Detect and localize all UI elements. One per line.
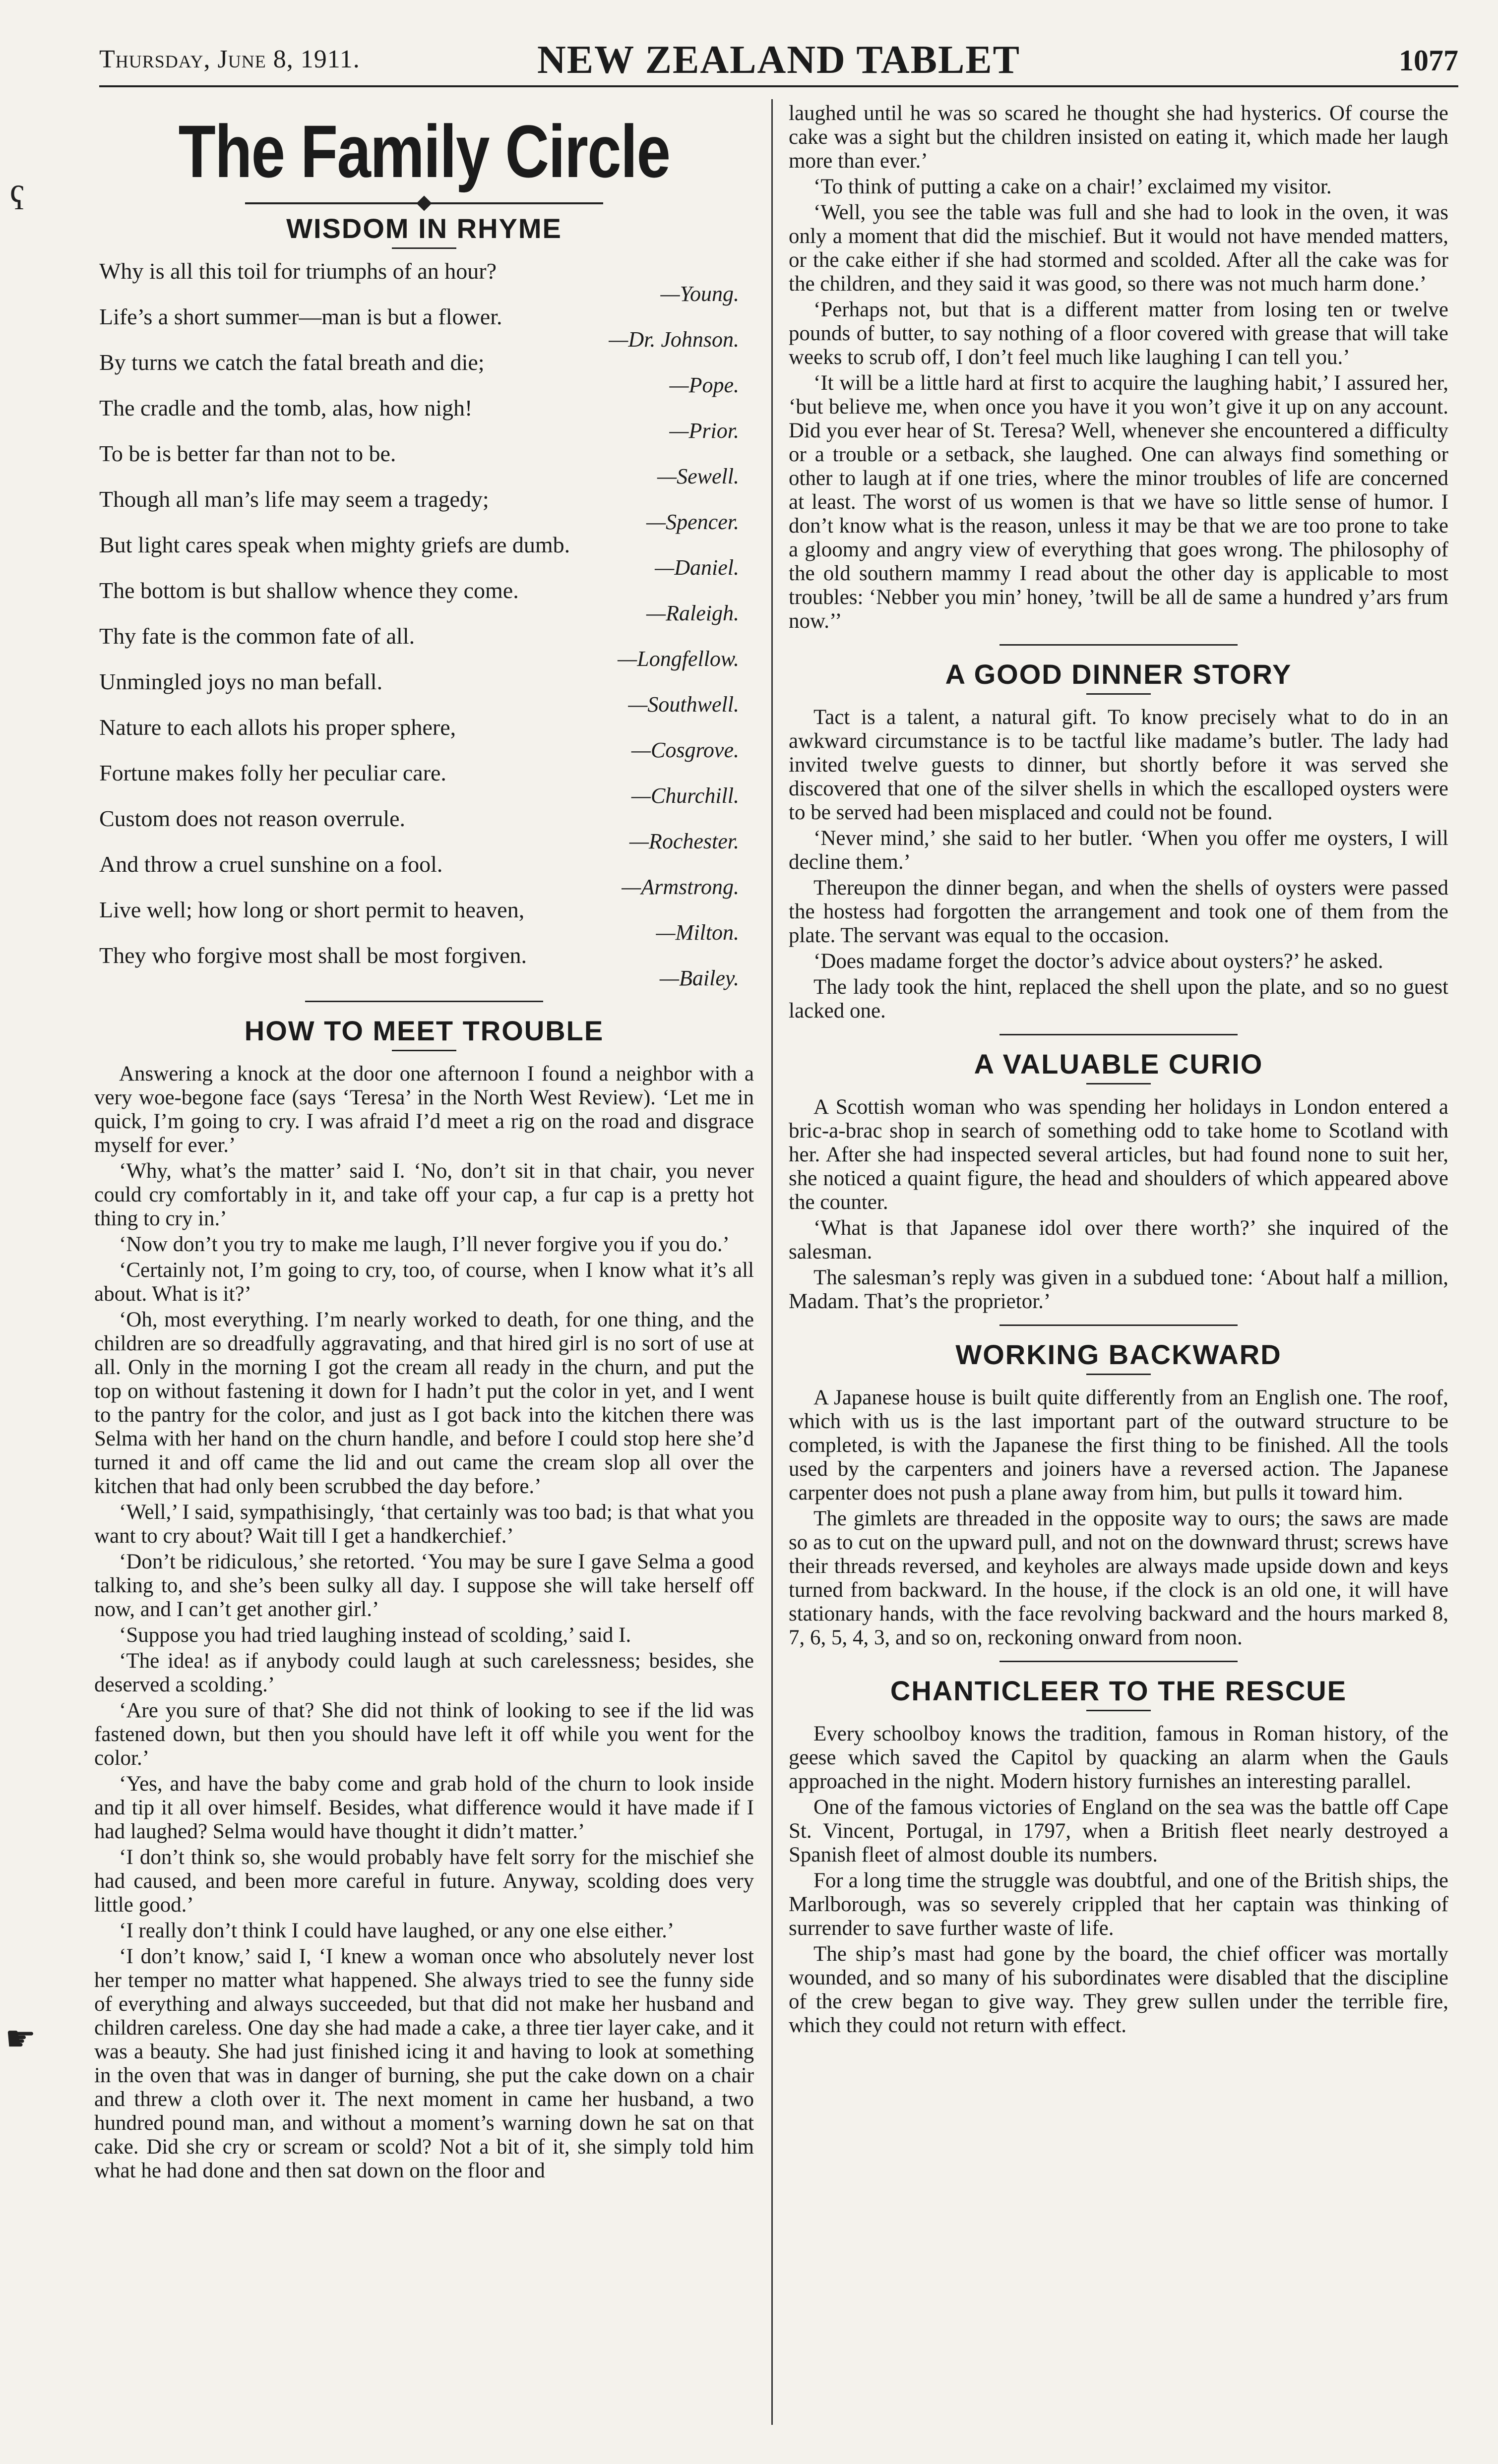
heading-chanticleer-to-the-rescue: CHANTICLEER TO THE RESCUE (890, 1675, 1347, 1706)
divider (999, 1034, 1238, 1035)
article-working-backward (789, 1386, 1448, 1650)
margin-pointer-icon: ☛ (5, 2020, 36, 2058)
article-valuable-curio (789, 1095, 1448, 1314)
divider (1086, 1374, 1151, 1375)
poem-attribution: —Rochester. (629, 829, 739, 853)
paragraph: ‘Are you sure of that? She did not think of looking to see if the lid was fastened down, but then you should have left it off while you went for the color.’ (94, 1699, 754, 1770)
paragraph: ‘Why, what’s the matter’ said I. ‘No, don’t sit in that chair, you never could cry comfortably in it, and take off your cap, a fur cap is a pretty hot thing to cry in.’ (94, 1159, 754, 1230)
paragraph: ‘To think of putting a cake on a chair!’ exclaimed my visitor. (813, 175, 1332, 198)
poem-line: Nature to each allots his proper sphere, (99, 715, 456, 740)
paragraph: ‘Never mind,’ she said to her butler. ‘When you offer me oysters, I will decline them.’ (789, 827, 1448, 874)
paragraph: The gimlets are threaded in the opposite way to ours; the saws are made so as to cut on the upward pull, and not on the downward thrust; screws have their threads reversed, and keyholes are always made upside down and keys turned from backward. In the house, if the clock is an old one, it will have stationary hands, with the face revolving backward and the hours marked 8, 7, 6, 5, 4, 3, and so on, reckoning onward from noon. (789, 1507, 1448, 1649)
right-column (789, 102, 1448, 2427)
poem-line: The cradle and the tomb, alas, how nigh! (99, 395, 473, 421)
poem-attribution: —Sewell. (657, 464, 739, 488)
poem-line: And throw a cruel sunshine on a fool. (99, 851, 443, 877)
poem-attribution: —Raleigh. (646, 601, 739, 625)
poem-attribution: —Dr. Johnson. (609, 327, 739, 352)
paragraph: ‘I don’t think so, she would probably have felt sorry for the mischief she had caused, and been more careful in future. Anyway, scolding does very little good.’ (94, 1846, 754, 1917)
poem-attribution: —Pope. (669, 373, 739, 397)
poem-attribution: —Spencer. (646, 510, 739, 534)
poem-line: But light cares speak when mighty griefs are dumb. (99, 532, 570, 557)
divider (999, 1661, 1238, 1662)
paragraph: ‘Well, you see the table was full and she had to look in the oven, it was only a moment that did the mischief. But it would not have mended matters, or the cake either if she had stormed and scolded. After all the cake was for the children, and they said it was good, so there was not much harm done.’ (789, 201, 1448, 296)
paragraph: The lady took the hint, replaced the shell upon the plate, and so no guest lacked one. (789, 975, 1448, 1022)
ornament-rule (94, 198, 754, 210)
heading-working-backward: WORKING BACKWARD (955, 1339, 1282, 1370)
poem-attribution: —Cosgrove. (631, 738, 739, 762)
paragraph: ‘Perhaps not, but that is a different matter from losing ten or twelve pounds of butter, to say nothing of a floor covered with grease that will take weeks to scrub off, I don’t feel much like laughing I can tell you.’ (789, 298, 1448, 369)
paragraph: ‘Don’t be ridiculous,’ she retorted. ‘You may be sure I gave Selma a good talking to, and she’s been sulky all day. I suppose she will take herself off now, and I can’t get another girl.’ (94, 1550, 754, 1621)
article-chanticleer-to-the-rescue (789, 1722, 1448, 2038)
article-good-dinner-story (789, 706, 1448, 1023)
paragraph: ‘I really don’t think I could have laughed, or any one else either.’ (119, 1919, 675, 1942)
poem-attribution: —Prior. (669, 419, 739, 443)
poem-line: Thy fate is the common fate of all. (99, 623, 415, 649)
poem-line: They who forgive most shall be most forgiven. (99, 943, 527, 968)
article-how-to-meet-trouble (94, 1062, 754, 2183)
paragraph: ‘Oh, most everything. I’m nearly worked to death, for one thing, and the children are so dreadfully aggravating, and that hired girl is no sort of use at all. Only in the morning I got the cream all ready in the churn, and put the top on without fastening it down for I hadn’t put the color in yet, and I went to the pantry for the color, and just as I got back into the kitchen there was Selma with her hand on the churn handle, and before I could stop here she’d turned it and off came the lid and out came the cream slop all over the kitchen that had only been scrubbed the day before.’ (94, 1308, 754, 1498)
paragraph: ‘What is that Japanese idol over there worth?’ she inquired of the salesman. (789, 1216, 1448, 1263)
divider (305, 1001, 543, 1002)
poem-line: Why is all this toil for triumphs of an hour? (99, 258, 497, 284)
paragraph: ‘Yes, and have the baby come and grab hold of the churn to look inside and tip it all over himself. Besides, what difference would it have made if I had laughed? Selma would have thought it didn’t matter.’ (94, 1772, 754, 1843)
divider (392, 1050, 456, 1051)
poem-line: Life’s a short summer—man is but a flower. (99, 304, 502, 329)
poem-attribution: —Daniel. (655, 555, 739, 580)
paragraph: laughed until he was so scared he thought she had hysterics. Of course the cake was a sight but the children insisted on eating it, which made her laugh more than ever.’ (789, 102, 1448, 173)
poem-attribution: —Longfellow. (618, 647, 739, 671)
heading-how-to-meet-trouble: HOW TO MEET TROUBLE (244, 1015, 604, 1046)
poem-line: Fortune makes folly her peculiar care. (99, 760, 446, 785)
left-column (94, 102, 754, 2427)
paragraph: ‘Suppose you had tried laughing instead of scolding,’ said I. (119, 1623, 631, 1647)
paragraph: The salesman’s reply was given in a subdued tone: ‘About half a million, Madam. That’s the proprietor.’ (789, 1266, 1448, 1313)
poem-attribution: —Armstrong. (622, 875, 739, 899)
paragraph: For a long time the struggle was doubtful, and one of the British ships, the Marlborough, was so severely crippled that her captain was thinking of surrender to save further waste of life. (789, 1869, 1448, 1940)
poem-attribution: —Southwell. (628, 692, 739, 717)
column-rule (771, 99, 773, 2425)
divider (1086, 693, 1151, 695)
divider (392, 247, 456, 249)
paragraph: The ship’s mast had gone by the board, the chief officer was mortally wounded, and so many of his subordinates were disabled that the discipline of the crew began to give way. They grew sullen under the terrible fire, which they could not return with effect. (789, 1942, 1448, 2037)
issue-date: Thursday, June 8, 1911. (99, 45, 360, 73)
divider (1086, 1083, 1151, 1084)
divider (1086, 1710, 1151, 1711)
article-continuation (789, 102, 1448, 633)
poem-line: The bottom is but shallow whence they come. (99, 578, 519, 603)
poem-line: Live well; how long or short permit to heaven, (99, 897, 525, 922)
poem (94, 260, 754, 990)
paragraph: ‘Well,’ I said, sympathisingly, ‘that certainly was too bad; is that what you want to cry about? Wait till I get a handkerchief.’ (94, 1501, 754, 1548)
margin-mark-icon: ҁ (10, 172, 26, 210)
poem-line: By turns we catch the fatal breath and die; (99, 350, 485, 375)
paragraph: ‘Now don’t you try to make me laugh, I’ll never forgive you if you do.’ (119, 1233, 730, 1256)
paragraph: ‘Does madame forget the doctor’s advice about oysters?’ he asked. (813, 950, 1383, 973)
divider (999, 644, 1238, 646)
running-head (99, 31, 1458, 87)
section-title: The Family Circle (178, 110, 670, 193)
paragraph: One of the famous victories of England on the sea was the battle off Cape St. Vincent, Portugal, in 1797, when a British fleet nearly destroyed a Spanish fleet of almost double its numbers. (789, 1796, 1448, 1866)
poem-attribution: —Young. (660, 282, 739, 306)
heading-valuable-curio: A VALUABLE CURIO (974, 1048, 1263, 1080)
paragraph: ‘Certainly not, I’m going to cry, too, of course, when I know what it’s all about. What is it?’ (94, 1259, 754, 1306)
paragraph: A Japanese house is built quite differently from an English one. The roof, which with us is the last important part of the outward structure to be completed, is with the Japanese the first thing to be finished. All the tools used by the carpenters and joiners have a reversed action. The Japanese carpenter does not push a plane away from him, but pulls it toward him. (789, 1386, 1448, 1504)
paragraph: ‘I don’t know,’ said I, ‘I knew a woman once who absolutely never lost her temper no matter what happened. She always tried to see the funny side of everything and always succeeded, but that did not make her husband and children careless. One day she had made a cake, a three tier layer cake, and it was a beauty. She had just finished icing it and having to look at something in the oven that was in danger of burning, she put the cake down on a chair and threw a cloth over it. The next moment in came her husband, a two hundred pound man, and without a moment’s warning down he sat on that cake. Did she cry or scream or scold? Not a bit of it, she simply told him what he had done and then sat down on the floor and (94, 1945, 754, 2182)
poem-line: To be is better far than not to be. (99, 441, 396, 466)
heading-wisdom-in-rhyme: WISDOM IN RHYME (286, 213, 562, 244)
paragraph: Every schoolboy knows the tradition, famous in Roman history, of the geese which saved the Capitol by quacking an alarm when the Gauls approached in the night. Modern history furnishes an interesting parallel. (789, 1722, 1448, 1793)
poem-attribution: —Milton. (656, 920, 739, 945)
paragraph: Answering a knock at the door one afternoon I found a neighbor with a very woe-begone face (says ‘Teresa’ in the North West Review). ‘Let me in quick, I’m going to cry. I was afraid I’d meet a rig on the road and disgrace myself for ever.’ (94, 1062, 754, 1157)
paragraph: ‘The idea! as if anybody could laugh at such carelessness; besides, she deserved a scolding.’ (94, 1649, 754, 1696)
poem-line: Though all man’s life may seem a tragedy; (99, 486, 489, 512)
poem-attribution: —Churchill. (631, 783, 739, 808)
poem-attribution: —Bailey. (659, 966, 739, 990)
paragraph: ‘It will be a little hard at first to acquire the laughing habit,’ I assured her, ‘but believe me, when once you have it you won’t give it up on any account. Did you ever hear of St. Teresa? Well, whenever she encountered a difficulty or a trouble or a setback, she laughed. One can always find something or other to laugh at if one tries, where the minor troubles of life are concerned at least. The worst of us women is that we have so little sense of humor. I don’t know what is the reason, unless it may be that we are too prone to take a gloomy and angry view of everything that goes wrong. The philosophy of the old southern mammy I read about the other day is applicable to most troubles: ‘Nebber you min’ honey, ’twill be all de same a hundred y’ars frum now.’’ (789, 371, 1448, 633)
paragraph: Tact is a talent, a natural gift. To know precisely what to do in an awkward circumstance is to be tactful like madame’s butler. The lady had invited twelve guests to dinner, but shortly before it was served she discovered that one of the silver shells in which the escalloped oysters were to be served had been misplaced and could not be found. (789, 706, 1448, 824)
divider (999, 1324, 1238, 1326)
masthead-title: NEW ZEALAND TABLET (537, 38, 1021, 82)
heading-good-dinner-story: A GOOD DINNER STORY (945, 659, 1292, 690)
page-number: 1077 (1399, 44, 1458, 77)
paragraph: Thereupon the dinner began, and when the shells of oysters were passed the hostess had forgotten the arrangement and took one of them from the plate. The servant was equal to the occasion. (789, 876, 1448, 947)
paragraph: A Scottish woman who was spending her holidays in London entered a bric-a-brac shop in search of something odd to take home to Scotland with her. After she had inspected several articles, but had found none to suit her, she noticed a quaint figure, the head and shoulders of which appeared above the counter. (789, 1095, 1448, 1214)
poem-line: Custom does not reason overrule. (99, 806, 406, 831)
poem-line: Unmingled joys no man befall. (99, 669, 383, 694)
